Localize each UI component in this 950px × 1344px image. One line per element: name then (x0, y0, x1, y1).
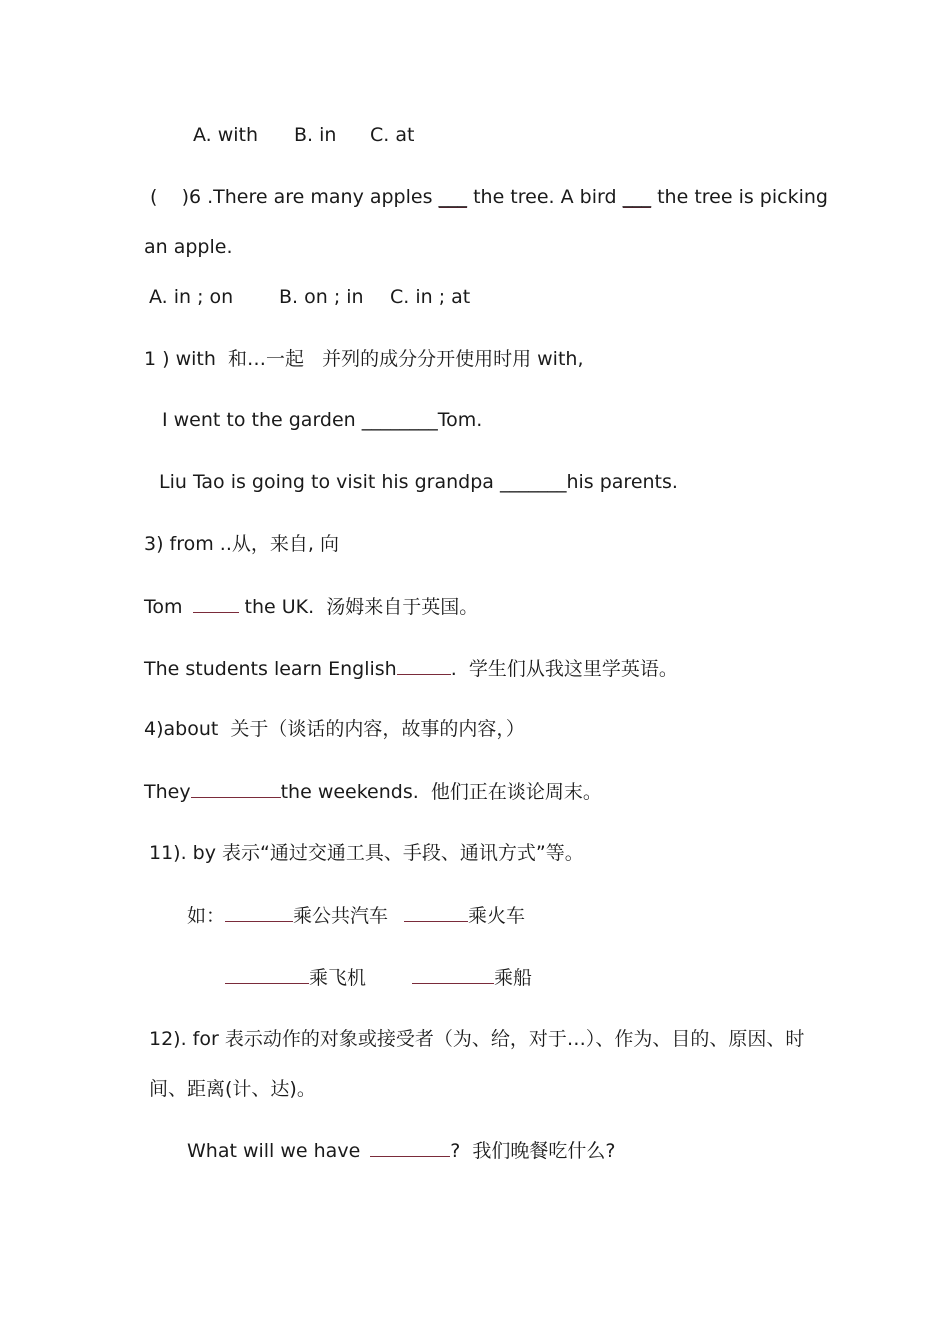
q6-option-a: A. in ; on (149, 286, 234, 308)
from-ex1-after: the UK. 汤姆来自于英国。 (244, 596, 479, 618)
for-ex1-before: What will we have (187, 1140, 361, 1162)
by-item-3: 乘飞机 (309, 967, 367, 989)
q6-suffix: the tree is picking (651, 186, 828, 208)
q6-prefix: ( )6 .There are many apples (150, 186, 439, 208)
by-heading: 11). by 表示“通过交通工具、手段、通讯方式”等。 (149, 842, 584, 864)
about-heading: 4)about 关于（谈话的内容，故事的内容，） (144, 718, 525, 740)
from-ex2-after: . 学生们从我这里学英语。 (450, 658, 678, 680)
from-example-2 (144, 656, 678, 681)
about-ex1-blank (191, 779, 281, 798)
with-example-2: Liu Tao is going to visit his grandpa _______his parents. (159, 471, 678, 493)
about-ex1-after: the weekends. 他们正在谈论周末。 (280, 781, 602, 803)
from-ex1-before: Tom (144, 596, 183, 618)
by-line-2 (225, 965, 532, 990)
about-example-1 (144, 779, 602, 804)
from-ex2-blank (397, 656, 451, 675)
by-blank-1 (225, 903, 293, 922)
for-ex1-after: ? 我们晚餐吃什么? (450, 1140, 616, 1162)
for-ex1-blank (370, 1138, 450, 1157)
by-item-4: 乘船 (494, 967, 533, 989)
q6-option-b: B. on ; in (279, 286, 364, 308)
by-line-1 (187, 903, 525, 928)
for-example-1 (187, 1138, 616, 1163)
q5-option-a: A. with (193, 124, 259, 146)
by-item-2: 乘火车 (468, 905, 526, 927)
from-ex1-blank (193, 594, 239, 613)
q6-blank-1: ___ (438, 186, 468, 208)
for-heading-line-1: 12). for 表示动作的对象或接受者（为、给，对于…）、作为、目的、原因、时 (149, 1028, 805, 1050)
by-item-1: 乘公共汽车 (293, 905, 389, 927)
q5-option-c: C. at (370, 124, 415, 146)
with-heading: 1 ) with 和…一起 并列的成分分开使用时用 with, (144, 348, 584, 370)
by-blank-4 (412, 965, 494, 984)
with-example-1: I went to the garden ________Tom. (162, 409, 483, 431)
by-blank-3 (225, 965, 309, 984)
from-ex2-before: The students learn English (144, 658, 397, 680)
q5-option-b: B. in (294, 124, 337, 146)
q6-question (150, 185, 828, 209)
from-heading: 3) from ..从，来自, 向 (144, 533, 339, 555)
by-prefix: 如： (187, 905, 226, 927)
q6-blank-2: ___ (622, 186, 652, 208)
q6-line2: an apple. (144, 236, 233, 258)
q6-option-c: C. in ; at (390, 286, 471, 308)
from-example-1 (144, 594, 478, 619)
about-ex1-before: They (144, 781, 191, 803)
q6-mid: the tree. A bird (467, 186, 623, 208)
for-heading-line-2: 间、距离(计、达)。 (149, 1078, 316, 1100)
by-blank-2 (404, 903, 468, 922)
